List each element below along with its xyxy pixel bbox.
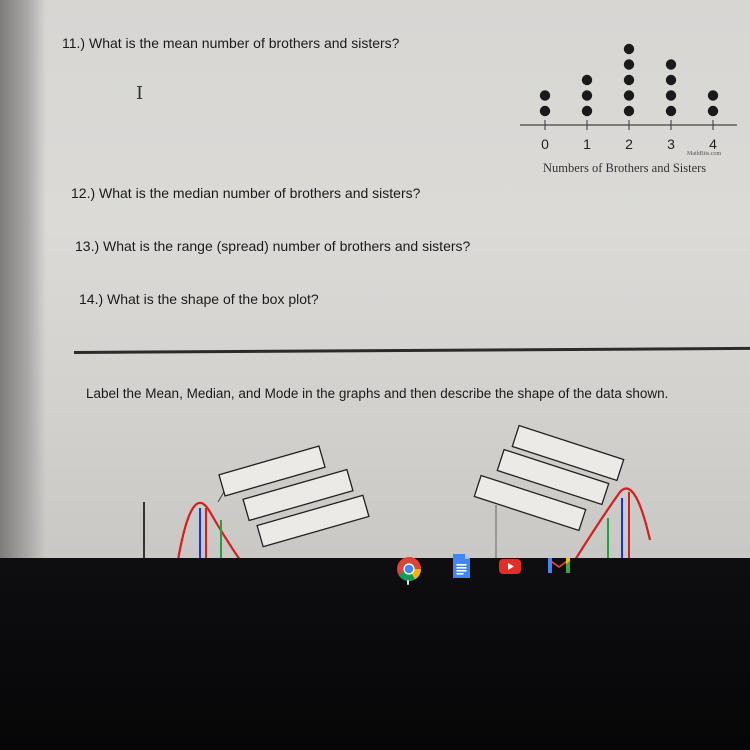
gmail-icon[interactable] (546, 552, 572, 578)
docs-icon[interactable] (448, 553, 474, 579)
chrome-icon[interactable] (396, 556, 422, 582)
dot-plot-point (540, 106, 550, 116)
dot-plot-point (540, 90, 550, 100)
chrome-active-indicator (407, 580, 409, 585)
dot-plot-point (582, 106, 592, 116)
dot-plot-tick-label: 2 (625, 136, 633, 152)
dot-plot-point (666, 106, 676, 116)
question-11: 11.) What is the mean number of brothers and sisters? (62, 35, 400, 51)
question-14: 14.) What is the shape of the box plot? (79, 291, 319, 307)
dot-plot-point (624, 106, 634, 116)
question-12: 12.) What is the median number of brothers and sisters? (71, 185, 421, 201)
instruction-text: Label the Mean, Median, and Mode in the graphs and then describe the shape of the data shown. (86, 386, 669, 401)
dot-plot-tick-label: 3 (667, 136, 675, 152)
dot-plot-point (666, 90, 676, 100)
youtube-icon[interactable] (497, 553, 523, 579)
dot-plot-tick-label: 4 (709, 136, 717, 152)
dot-plot-point (582, 75, 592, 85)
os-shelf (0, 558, 750, 750)
question-13: 13.) What is the range (spread) number of brothers and sisters? (75, 238, 471, 254)
screen-edge-shadow (0, 0, 46, 558)
dot-plot-point (708, 90, 718, 100)
dot-plot-point (666, 59, 676, 69)
text-cursor-icon: I (136, 83, 144, 104)
section-divider (74, 347, 750, 354)
dot-plot-point (624, 75, 634, 85)
dot-plot-point (582, 90, 592, 100)
dot-plot-tick-label: 1 (583, 136, 591, 152)
dot-plot-xlabel: Numbers of Brothers and Sisters (543, 161, 707, 175)
distribution-graphs (130, 420, 670, 558)
dot-plot-point (708, 106, 718, 116)
dot-plot-point (624, 59, 634, 69)
dot-plot-point (666, 75, 676, 85)
dot-plot-credit: MathBits.com (687, 151, 722, 157)
dot-plot-point (624, 90, 634, 100)
left-curve (178, 503, 240, 558)
dot-plot-tick-label: 0 (541, 136, 549, 152)
dot-plot-point (624, 44, 634, 54)
